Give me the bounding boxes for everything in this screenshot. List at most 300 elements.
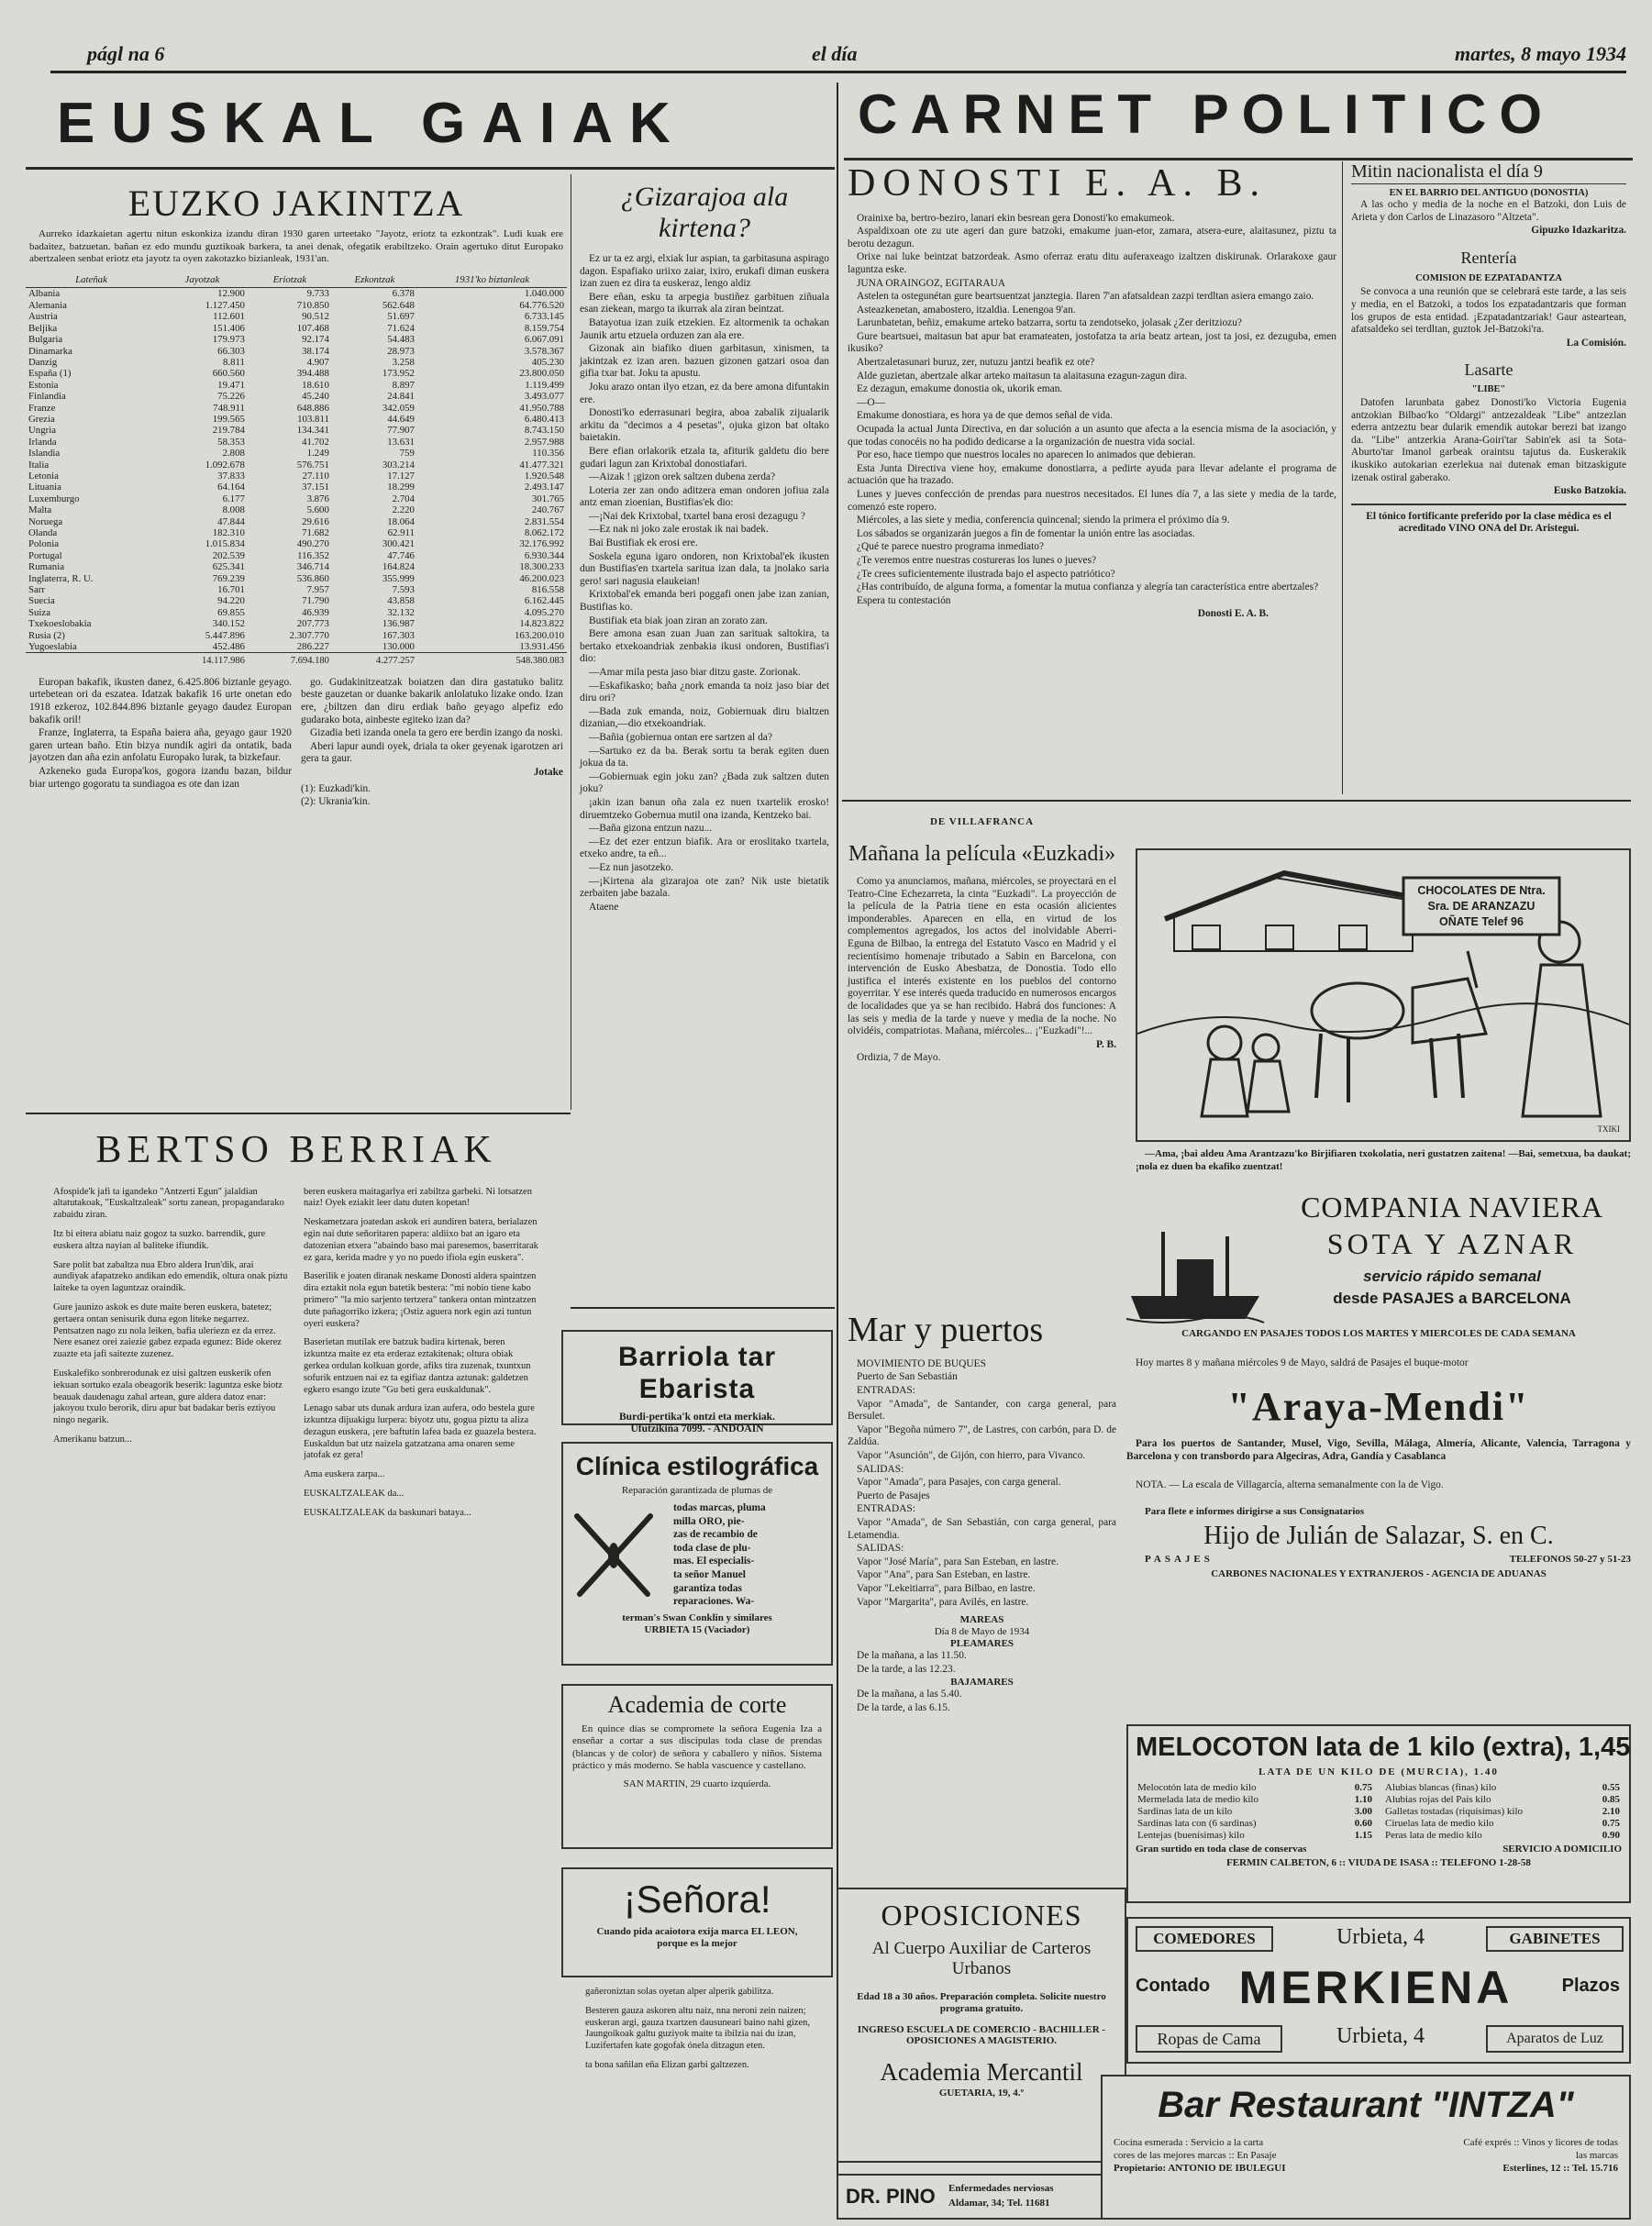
table-cell: 286.227 (296, 641, 329, 653)
table-cell: 110.356 (532, 448, 564, 460)
paragraph: Ocupada la actual Junta Directiva, en dar solución a un asunto que afecta a la esencia misma de la asociación, y que todas conocéis no ha podido dedicarse a la organización de nuestra vida social. (848, 424, 1336, 448)
ad-melocoton (1126, 1724, 1631, 1903)
paragraph: Emakume donostiara, es hora ya de que demos señal de vida. (857, 410, 1113, 422)
lasarte-text: Datofen larunbata gabez Donosti'ko Victoria Eugenia antzokian Bilbao'ko "Oldargi" antzezaldeak "Libe" antzezlan ederra antzeztu bear dularik emendik autokar berezi bat izango da. "Libe" antzerkia Arana-Goiri'tar Sabin'ek asi ta Sota-Aburto'tar Imanol garbeak oraintsu tajutus da. Euskerakik ikuskiko autokarian ezerlekua nai dutenak eman bitzaskigute izenak ostiral gaberako. (1351, 396, 1626, 483)
article-donosti-eab (842, 161, 1342, 794)
section-title-carnet-politico: CARNET POLITICO (858, 83, 1555, 145)
table-cell: 29.616 (302, 515, 329, 527)
table-cell: 71.624 (387, 322, 415, 334)
table-cell: Luxemburgo (28, 493, 80, 504)
ports: Para los puertos de Santander, Musel, Vigo, Sevilla, Málaga, Almería, Alicante, Valencia, Tarragona y Barcelona y con transbordo para Algeciras, Adra, Gandía y Casablanca (1126, 1438, 1631, 1462)
table-row (26, 584, 567, 595)
table-cell: Portugal (28, 549, 62, 561)
article-title: BERTSO BERRIAK (95, 1129, 497, 1171)
table-row (26, 504, 567, 515)
page-header (50, 35, 1626, 73)
verse-stanza: ta bona sañilan eña Elizan garbi galtzezen. (585, 2059, 749, 2070)
table-row (26, 460, 567, 471)
price-value: 2.10 (1602, 1806, 1620, 1818)
lasarte-title: Lasarte (1464, 360, 1513, 380)
verse-stanza: EUSKALTZALEAK da... (304, 1489, 405, 1500)
table-cell: 748.911 (213, 402, 245, 414)
ad-oposiciones (837, 1888, 1126, 2163)
paragraph: —Bada zuk emanda, noiz, Gobiernuak diru bialtzen dizanian,—dio etxekoandriak. (580, 705, 829, 730)
table-cell: 18.610 (302, 379, 329, 391)
table-cell: 405.230 (531, 356, 564, 368)
table-cell: Noruega (28, 515, 63, 527)
mareas-date: Día 8 de Mayo de 1934 (934, 1626, 1030, 1638)
table-cell: 6.177 (222, 493, 245, 504)
intza-l2: cores de las mejores marcas :: En Pasaje (1114, 2150, 1277, 2162)
paragraph: Gizonak ain biafiko diuen garbitasun, xinismen, ta jakintzak ez izan aren. bazuen gizonen gatzari osoa dan gifia txar bat. Joku ta apustu. (580, 343, 829, 380)
table-row (26, 471, 567, 482)
paragraph: Los sábados se organizarán juegos a fin de fomentar la unión entre las asociadas. (857, 527, 1195, 539)
paragraph: JUNA ORAINGOZ, EGITARAUA (857, 277, 1006, 289)
paragraph: Loteria zer zan ondo aditzera eman ondoren jofiua zala antz eman zioenian, Bustifias'ek dio: (580, 484, 829, 509)
verse-stanza: Baserilik e joaten diranak neskame Donosti aldera spaintzen dira eztakit nola egun batetik bestera: "mi nobio tiene kabo primero" "la mio sarjento tertzera" tankera ontan mintzatzen dute pañagorriko izkera; ¡Ostiz aguera nork egin azi tuntun oyeri euskera? (304, 1271, 537, 1329)
table-cell: 355.999 (382, 572, 415, 584)
divider (26, 167, 835, 170)
table-cell: Rumania (28, 561, 64, 573)
table-cell: 58.353 (217, 436, 245, 448)
table-cell: 219.784 (212, 425, 245, 437)
ad-text: Cuando pida acaiotora exija marca EL LEON, porque es la mejor (596, 1925, 798, 1949)
price-item: Alubias blancas (finas) kilo (1385, 1782, 1497, 1794)
renteria-title: Rentería (1460, 248, 1517, 267)
table-row (26, 437, 567, 448)
table-cell: 90.512 (302, 311, 329, 323)
footnote-2: (2): Ukrania'kin. (301, 796, 371, 808)
paragraph: Vapor "Lekeitiarra", para Bilbao, en lastre. (857, 1582, 1036, 1594)
table-cell: 37.833 (217, 470, 245, 482)
table-row (26, 391, 567, 402)
paragraph: Aspaldixoan ote zu ute ageri dan gure batzoki, emakume juan-etor, zamara, atsera-eure, alaitasunez, piztu ta berotu dezagun. (848, 226, 1336, 249)
ad-text: En quince días se compromete la señora Eugenia Iza a enseñar a cortar a sus discípulas toda clase de prendas (blancas y de color) de señora y caballero y niños. Sistema práctico y más moderno. Se habla vascuence y castellano. (572, 1722, 822, 1772)
verse-stanza: Neskametzara joatedan askok eri aundiren batera, berialazen egin nai dute señoritaren papera: aldiixo bat an igaro eta datozenian etxera "abaindo baso mai paresemos, baserritarak ez gara, kerida madre y yo no puedo ifiola egin euskera". (304, 1217, 538, 1263)
article-mar-y-puertos (842, 1310, 1122, 1860)
paragraph: milla ORO, pie- (673, 1515, 745, 1527)
mareas-title: MAREAS (959, 1614, 1004, 1626)
paragraph: zas de recambio de (673, 1529, 758, 1541)
table-cell: 1.920.548 (524, 470, 564, 482)
carbones: CARBONES NACIONALES Y EXTRANJEROS - AGENCIA DE ADUANAS (1211, 1568, 1547, 1579)
divider (571, 1307, 835, 1309)
table-cell: 562.648 (382, 299, 415, 311)
ad-ingreso: INGRESO ESCUELA DE COMERCIO - BACHILLER - OPOSICIONES A MAGISTERIO. (857, 2023, 1106, 2047)
table-cell: 163.200.010 (515, 629, 564, 641)
lasarte-sign: Eusko Batzokia. (1553, 485, 1626, 497)
verse-stanza: Euskalefiko sonbrerodunak ez uisi galtzen euskerik ofen iekuan sortuko ezala obeagorik beserik: laguntza eske biotz beauak daudenagu zahal artean, gure aldera datoz enar: jakoyou txulo berorik, diru apur bat badakar beris eztiyou ningo negarik. (53, 1368, 283, 1426)
table-row (26, 641, 567, 653)
mitin-text: A las ocho y media de la noche en el Batzoki, don Luis de Arieta y don Carlos de Linazasoro "Altzeta". (1351, 198, 1626, 223)
mitin-sign: Gipuzko Idazkaritza. (1531, 225, 1626, 237)
table-cell: 660.560 (212, 368, 245, 380)
table-cell: 75.226 (217, 391, 245, 403)
ad-address: URBIETA 15 (Vaciador) (644, 1623, 750, 1635)
paper-name: el día (812, 42, 858, 65)
section-title-euskal-gaiak: EUSKAL GAIAK (57, 92, 687, 155)
table-row (26, 493, 567, 504)
table-cell: Inglaterra, R. U. (28, 572, 94, 584)
table-cell: 2.220 (392, 504, 415, 516)
table-cell: 41.950.788 (519, 402, 564, 414)
ad-line: Burdi-pertika'k ontzi eta merkiak. (619, 1411, 775, 1423)
paragraph: Ataene (589, 901, 619, 913)
table-row (26, 516, 567, 527)
article-title: Mar y puertos (848, 1311, 1044, 1349)
table-cell: Islandia (28, 448, 61, 460)
table-cell: 32.176.992 (519, 538, 564, 550)
table-header: 1931'ko biztanleak (417, 271, 567, 288)
table-cell: 41.702 (302, 436, 329, 448)
table-cell: Sarr (28, 584, 45, 596)
table-row (26, 595, 567, 606)
price-list-right (1383, 1782, 1622, 1842)
table-cell: 1.119.499 (525, 379, 564, 391)
table-row (26, 368, 567, 379)
table-cell: 759 (399, 448, 415, 460)
divider (844, 158, 1633, 161)
ropas: Ropas de Cama (1136, 2025, 1282, 2053)
service: servicio rápido semanal (1363, 1268, 1541, 1285)
paragraph: Gizadia beti izanda onela ta gero ere berdin izango da noski. (310, 727, 563, 739)
table-row (26, 414, 567, 425)
table-cell: 8.159.754 (524, 322, 564, 334)
table-cell: Olanda (28, 527, 58, 538)
table-cell: 173.952 (382, 368, 415, 380)
paragraph: —O— (857, 396, 886, 408)
price-value: 0.55 (1602, 1782, 1620, 1794)
foot-address: FERMIN CALBETON, 6 :: VIUDA DE ISASA :: TELEFONO 1-28-58 (1226, 1857, 1531, 1869)
table-cell: 301.765 (531, 493, 564, 504)
table-cell: 134.341 (296, 425, 329, 437)
verse-stanza: beren euskera maitagarlya eri zabiltza garbeki. Ni lotsatzen naiz! Oyek eziakit leer datu duten kopetan! (304, 1186, 532, 1209)
paragraph: ¿Has contribuído, de alguna forma, a fomentar la mutua confianza y alegría tan característica entre abertzales? (857, 581, 1319, 593)
article-date: Ordizia, 7 de Mayo. (857, 1052, 941, 1064)
paragraph: Vapor "Begoña número 7", de Lastres, con carbón, para D. de Zaldúa. (848, 1423, 1116, 1448)
paragraph: —¡Kirtena ala gizarajoa ote zan? Nik uste bietatik zerbaiten jabe bazala. (580, 875, 829, 900)
table-row (26, 288, 567, 300)
price-row (1136, 1830, 1374, 1842)
table-cell: 17.127 (387, 470, 415, 482)
table-row (26, 482, 567, 493)
table-cell: Austria (28, 311, 58, 323)
verse-stanza: Besteren gauza askoren altu naiz, nna neroni zein naizen; euskeran argi, gauza txartzen dausuneari baino nahi gizen, Jaungoikoak galtu guziyok maite ta ibilzia nai du izan, Luzifertafen kate gogofak ónela ditzagun eten. (585, 2005, 810, 2052)
paragraph: Larunbatetan, beñiz, emakume arteko batzarra, sortu ta zendotseko, jolasak ¿Zer deritziozu? (857, 317, 1242, 329)
footnote-1: (1): Euzkadi'kin. (301, 782, 371, 794)
tonic-ad: El tónico fortificante preferido por la clase médica es el acreditado VINO ONA del Dr. Aristegui. (1351, 504, 1626, 536)
paragraph: Esta Junta Directiva viene hoy, emakume donostiarra, a pedirte ayuda para llevar adelante el programa de actuación que ha trazado. (848, 462, 1336, 487)
pens-illustration (563, 1502, 664, 1612)
table-cell: 54.483 (387, 334, 415, 346)
table-cell: 202.539 (212, 549, 245, 561)
price-value: 1.15 (1354, 1830, 1372, 1842)
intza-l3: Propietario: ANTONIO DE IBULEGUI (1114, 2163, 1286, 2175)
gabinetes: GABINETES (1486, 1926, 1624, 1952)
ad-address: Ufutzikiña 7099. - ANDOAIN (630, 1423, 764, 1435)
telefonos: TELEFONOS 50-27 y 51-23 (1509, 1554, 1631, 1565)
paragraph: Krixtobal'ek emanda beri poggafi onen jabe izan zanian, Bustifias ko. (580, 589, 829, 614)
ad-title: Clínica estilográfica (575, 1452, 819, 1480)
ship-name: "Araya-Mendi" (1227, 1384, 1530, 1429)
table-cell: 18.299 (387, 482, 415, 493)
table-cell: 207.773 (296, 618, 329, 630)
price-item: Peras lata de medio kilo (1385, 1830, 1482, 1842)
table-cell: Rusia (2) (28, 629, 65, 641)
table-cell: 5.600 (306, 504, 329, 516)
signature: Jotake (533, 767, 563, 779)
ad-address: SAN MARTIN, 29 cuarto izquierda. (623, 1778, 771, 1790)
table-cell: 13.931.456 (519, 641, 564, 653)
table-cell: 71.790 (302, 595, 329, 607)
price-value: 0.85 (1602, 1794, 1620, 1806)
paragraph: ¿Te crees suficientemente ilustrada bajo el aspecto patriótico? (857, 568, 1115, 580)
price-item: Sardinas lata con (6 sardinas) (1137, 1818, 1257, 1830)
route: desde PASAJES a BARCELONA (1333, 1290, 1571, 1307)
intza-r1: Café exprés :: Vinos y licores de todas (1463, 2137, 1618, 2149)
foot-surtido: Gran surtido en toda clase de conservas (1136, 1844, 1307, 1855)
price-row (1383, 1806, 1622, 1818)
ad-barriola (561, 1330, 833, 1435)
paragraph: Espera tu contestación (857, 594, 951, 606)
divider (26, 1113, 571, 1114)
table-cell: 1.092.678 (205, 459, 245, 471)
ad-dr-pino (837, 2174, 1126, 2220)
table-cell: 8.008 (222, 504, 245, 516)
table-total: 7.694.180 (248, 653, 332, 668)
ad-academia-corte (561, 1684, 833, 1849)
intza-r2: las marcas (1575, 2150, 1618, 2162)
table-cell (26, 653, 157, 668)
paragraph: Bere efian orlakorik etzala ta, afiturik galdetu dio bere gudari lagun zan Krixtobal donostiafari. (580, 445, 829, 470)
paragraph: —Ez det ezer entzun biafik. Ara or eroslitako txartela, etxeko andre, ta eñ... (580, 836, 829, 860)
table-row (26, 618, 567, 629)
table-total: 14.117.986 (157, 653, 248, 668)
nota: NOTA. — La escala de Villagarcía, alterna semanalmente con la de Vigo. (1136, 1479, 1444, 1490)
article-euzko-jakintza (26, 174, 567, 1119)
table-cell: 69.855 (217, 606, 245, 618)
ad-title: DR. PINO (846, 2185, 936, 2208)
paragraph: Vapor "Amada", de San Sebastián, con carga general, para Letamendia. (848, 1516, 1116, 1541)
table-cell: Yugoeslabia (28, 641, 77, 653)
ad-title: Academia de corte (607, 1691, 787, 1718)
table-cell: Suiza (28, 606, 50, 618)
paragraph: Gure beartsuei, maitasun bat apur bat eramateaten, jostofatza ta aria beatz artean, jost ta josi, ez dezuguba, emen ikusiko? (848, 330, 1336, 355)
renteria-text: Se convoca a una reunión que se celebrará este tarde, a las seis y media, en el Batzoki, a todos los ezpatadantzaris que forman los grupos de esta entidad. ¡Ezpatadantzariak! Gaur asteartean, afatsaldeko sei terdltan, guztok Jel-Batzoki'ra. (1351, 286, 1626, 336)
ad-senora (561, 1867, 833, 1977)
table-cell: 28.973 (387, 345, 415, 357)
ad-title: Barriola tar Ebarista (617, 1342, 777, 1405)
paragraph: Europan bakafik, ikusten danez, 6.425.806 biztanle geyago. urtebetean ori da eszatea. Idatzak bakafik 16 urte onetan edo 1918 ezkeroz, 102.844.896 biztanle geyago daudez Europan bakafik oril! (29, 676, 292, 725)
table-cell: Ungria (28, 425, 56, 437)
paragraph: Orainixe ba, bertro-beziro, lanari ekin besrean gera Donosti'ko emakumeok. (857, 212, 1175, 224)
paragraph: Soskela eguna igaro ondoren, non Krixtobal'ek ikusten dun Bustifias'en txartela saritua izan dala, ta jnolako saria gero! sari nagusia elaukeian! (580, 550, 829, 587)
plazos: Plazos (1561, 1976, 1620, 1996)
table-cell: 77.907 (387, 425, 415, 437)
table-cell: 18.300.233 (519, 561, 564, 573)
paragraph: Bere eñan, esku ta arpegia bustiñez garbituen ziñuala esan ziekean, margo ta ikurrak ala ziran beintzat. (580, 291, 829, 316)
chocolates-sign: CHOCOLATES DE Ntra. Sra. DE ARANZAZU OÑATE Telef 96 (1417, 884, 1546, 928)
price-item: Ciruelas lata de medio kilo (1385, 1818, 1494, 1830)
paragraph: Bere amona esan zuan Juan zan sarituak saltokira, ta bertako etxekoandriak zenbakia ikusi ondoren, Bustifias'i dio: (580, 628, 829, 665)
ad-text: Edad 18 a 30 años. Preparación completa. Solicite nuestro programa gratuito. (857, 1990, 1106, 2014)
paragraph: Donosti'ko ederrasunari begira, aboa zabalik zijualarik arkitu da "decimos a 4 pesetas", ojuka gizon bat oltako baietakin. (580, 407, 829, 444)
table-row (26, 346, 567, 357)
paragraph: Astelen ta ostegunétan gure beartsuentzat janztegia. Ilaren 7'an afatsaldean zazpi terdltan asiera emango zaio. (857, 291, 1314, 303)
verse-stanza: Ama euskera zarpa... (304, 1469, 385, 1480)
signature: Donosti E. A. B. (1197, 608, 1269, 620)
paragraph: MOVIMIENTO DE BUQUES (857, 1357, 986, 1369)
table-cell: 112.601 (213, 311, 245, 323)
column-divider (1342, 161, 1343, 794)
mitin-place: EN EL BARRIO DEL ANTIGUO (DONOSTIA) (1389, 187, 1589, 198)
consignatarios: Para flete e informes dirigirse a sus Consignatarios (1145, 1506, 1365, 1517)
price-list-left (1136, 1782, 1374, 1842)
ad-sub: Reparación garantizada de plumas de (621, 1485, 773, 1497)
paragraph: mas. El especialis- (673, 1556, 755, 1567)
table-cell: 4.907 (306, 356, 329, 368)
paragraph: garantiza todas (673, 1582, 742, 1594)
table-cell: 3.493.077 (524, 391, 564, 403)
price-item: Lentejas (buenísimas) kilo (1137, 1830, 1245, 1842)
table-cell: 44.649 (387, 413, 415, 425)
table-cell: 2.493.147 (524, 482, 564, 493)
paragraph: ¡akin izan banun oña zala ez nuen txartelik erosko! diruemtzeko Gobernua mutil ona izanda, Kentzeko bai. (580, 796, 829, 821)
article-bertso-berriak (26, 1119, 567, 2220)
table-cell: 71.682 (302, 527, 329, 538)
ad-title: MELOCOTON lata de 1 kilo (extra), 1,45 (1136, 1733, 1631, 1762)
paragraph: Bustifiak eta biak joan ziran an zorato zan. (589, 615, 768, 626)
table-row (26, 630, 567, 641)
table-row (26, 425, 567, 436)
cargando: CARGANDO EN PASAJES TODOS LOS MARTES Y MIERCOLES DE CADA SEMANA (1181, 1328, 1576, 1339)
table-cell: 3.578.367 (524, 345, 564, 357)
paragraph: Vapor "Amada", para Pasajes, con carga general. (857, 1477, 1061, 1489)
table-cell: 27.110 (302, 470, 329, 482)
ad-academia: Academia Mercantil (880, 2058, 1083, 2087)
table-cell: 3.876 (306, 493, 329, 504)
paragraph: Vapor "Margarita", para Avilés, en lastre. (857, 1596, 1029, 1608)
paragraph: SALIDAS: (857, 1543, 904, 1555)
paragraph: todas marcas, pluma (673, 1502, 766, 1513)
table-header: Jayotzak (157, 271, 248, 288)
ad-sub: Al Cuerpo Auxiliar de Carteros Urbanos (871, 1938, 1092, 1979)
ad-merkiena (1126, 1917, 1631, 2064)
baja-2: De la tarde, a las 6.15. (857, 1701, 950, 1713)
table-cell: 199.565 (212, 413, 245, 425)
paragraph: Bai Bustifiak ek erosi ere. (589, 537, 698, 549)
paragraph: Vapor "José María", para San Esteban, en lastre. (857, 1556, 1059, 1567)
paragraph: Ez dezagun, emakume donostia ok, ukorik eman. (857, 383, 1063, 395)
table-header: Ezkontzak (332, 271, 417, 288)
table-cell: Bulgaria (28, 334, 63, 346)
ad-intza (1101, 2075, 1631, 2220)
ad-compania-naviera (1126, 1191, 1631, 1704)
table-row (26, 380, 567, 391)
paragraph: Batayotua izan zuik etzekien. Ez altormenik ta ochakan Jaunik artu etzuela orduzen zan ala ere. (580, 316, 829, 341)
price-value: 1.10 (1354, 1794, 1372, 1806)
paragraph: —Amar mila pesta jaso biar ditzu gaste. Zorionak. (589, 667, 801, 678)
urbieta: Urbieta, 4 (1336, 1925, 1425, 1949)
table-cell: 7.957 (306, 584, 329, 596)
chocolates-caption: —Ama, ¡bai aldeu Ama Arantzazu'ko Birjifiaren txokolatia, neri gustatzen zaitena! —Bai, semetxua, ba daukat; ¡nola ez duen ba ekafiko zuentzat! (1136, 1148, 1631, 1172)
table-cell: 64.164 (217, 482, 245, 493)
article-title: DONOSTI E. A. B. (848, 162, 1268, 205)
table-cell: 452.486 (212, 641, 245, 653)
paragraph: Vapor "Ana", para San Esteban, en lastre. (857, 1569, 1031, 1581)
table-cell: 1.015.834 (205, 538, 245, 550)
table-cell: 45.240 (302, 391, 329, 403)
price-row (1383, 1782, 1622, 1794)
paragraph: ¿Te veremos entre nuestras costureras los lunes o jueves? (857, 554, 1097, 566)
article-title: Mañana la película «Euzkadi» (848, 841, 1116, 866)
table-cell: 182.310 (212, 527, 245, 538)
table-cell: 14.823.822 (519, 618, 564, 630)
table-cell: 303.214 (382, 459, 415, 471)
table-cell: 3.258 (392, 356, 415, 368)
table-cell: 6.162.445 (524, 595, 564, 607)
paragraph: —Eskafikasko; baña ¿nork emanda ta noiz jaso biar det diru ori? (580, 680, 829, 704)
table-cell: 164.824 (382, 561, 415, 573)
table-row (26, 607, 567, 618)
paragraph: Ez ur ta ez argi, elxiak lur aspian, ta garbitasuna aspirago dagon. Espafiako uriixo zaiar, ixiro, erukafi diman euskera izan zuen ez dira ta euskeraz, lengo aldiz (580, 253, 829, 290)
price-value: 0.75 (1354, 1782, 1372, 1794)
aparatos: Aparatos de Luz (1486, 2025, 1624, 2053)
table-cell: Beljika (28, 322, 58, 334)
table-cell: 179.973 (212, 334, 245, 346)
table-row (26, 561, 567, 572)
table-cell: Estonia (28, 379, 59, 391)
table-header: Eriotzak (248, 271, 332, 288)
table-row (26, 448, 567, 459)
paragraph: Joku arazo ontan ilyo etzan, ez da bere amona difuntakin ere. (580, 381, 829, 405)
table-cell: Suecia (28, 595, 55, 607)
verse-stanza: Itz bi eitera abiatu naiz gogoz ta suzko. barrendik, gure euskera altza nayian al baliteke ifiundik. (53, 1228, 266, 1251)
table-row (26, 527, 567, 538)
paragraph: toda clase de plu- (673, 1542, 751, 1554)
paragraph: —Sartuko ez da ba. Berak sortu ta berak egiten duen jokua da ta. (580, 745, 829, 770)
table-cell: 37.151 (302, 482, 329, 493)
page-number: págl na 6 (87, 42, 165, 65)
table-cell: 5.447.896 (205, 629, 245, 641)
table-cell: 46.939 (302, 606, 329, 618)
table-cell: Danzig (28, 356, 58, 368)
merkiena-name: MERKIENA (1238, 1962, 1513, 2013)
senora-verses (576, 1987, 833, 2216)
ad-title: OPOSICIONES (881, 1899, 1082, 1932)
statistics-table (26, 271, 567, 668)
paragraph: Azkeneko guda Europa'kos, gogora izandu bazan, bildur biar urtengo gogoratu ta sundiagoa es ote dan izan (29, 766, 292, 790)
ad-address: GUETARIA, 19, 4.º (938, 2088, 1025, 2099)
article-title: ¿Gizarajoa ala kirtena? (620, 182, 789, 243)
table-cell: 64.776.520 (519, 299, 564, 311)
price-row (1136, 1794, 1374, 1806)
table-cell: 103.811 (297, 413, 329, 425)
table-row (26, 550, 567, 561)
table-cell: 92.174 (302, 334, 329, 346)
table-cell: 6.930.344 (524, 549, 564, 561)
paragraph: Miércoles, a las siete y media, conferencia quincenal; siendo la primera el próximo día 9. (857, 515, 1230, 526)
lasarte-sub: "LIBE" (1471, 383, 1506, 394)
article-villafranca (842, 807, 1122, 1302)
table-cell: 12.900 (217, 288, 245, 300)
table-cell: 47.746 (387, 549, 415, 561)
table-row (26, 538, 567, 549)
price-item: Sardinas lata de un kilo (1137, 1806, 1233, 1818)
paragraph: Aberi lapur aundi oyek, driala ta oker geyenak igarotzen ari gera ta gaur. (301, 740, 563, 765)
verse-stanza: Lenago sabar uts dunak ardura izan aufera, odo bestela gure izkuntza dijuakigu lurpera: biyotz utu, gogua piztu ta aliza dezagun euskera, ¡ere baftutin lafea bada ez guazela bestera. Euskaldun bat utz naizela gatzatzana ama onaren seme jatofak ez gera! (304, 1403, 537, 1461)
table-cell: 8.897 (392, 379, 415, 391)
